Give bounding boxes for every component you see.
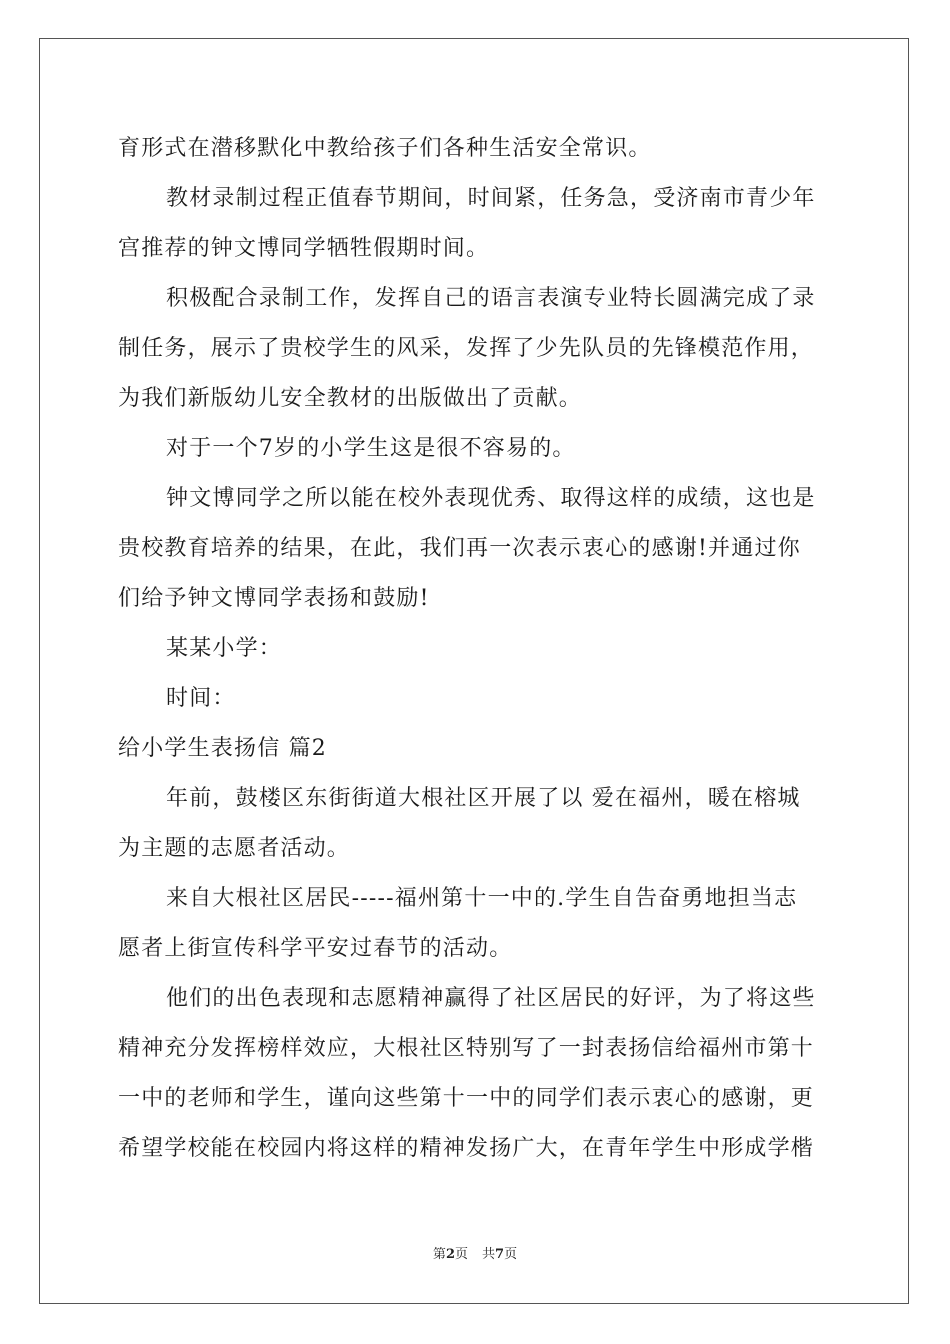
total-suffix: 页 [504, 1247, 518, 1262]
text-line: 为我们新版幼儿安全教材的出版做出了贡献。 [118, 386, 583, 411]
paragraph-start: 对于一个7岁的小学生这是很不容易的。 [166, 436, 576, 461]
section-heading: 给小学生表扬信 篇2 [118, 736, 327, 761]
page-total: 7 [495, 1247, 505, 1262]
page-current: 2 [445, 1247, 455, 1262]
total-prefix: 共 [482, 1247, 496, 1262]
text-line: 愿者上街宣传科学平安过春节的活动。 [118, 936, 513, 961]
signature-date: 时间： [166, 686, 236, 711]
page-footer [0, 1246, 950, 1264]
page-prefix: 第 [432, 1247, 446, 1262]
text-line: 一中的老师和学生，谨向这些第十一中的同学们表示衷心的感谢，更 [118, 1086, 815, 1111]
paragraph-start: 来自大根社区居民-----福州第十一中的.学生自告奋勇地担当志 [166, 886, 798, 911]
paragraph-start: 钟文博同学之所以能在校外表现优秀、取得这样的成绩，这也是 [166, 486, 816, 511]
text-line: 们给予钟文博同学表扬和鼓励! [118, 586, 430, 611]
page-suffix: 页 [454, 1247, 468, 1262]
signature-school: 某某小学： [166, 636, 283, 661]
text-line: 贵校教育培养的结果，在此，我们再一次表示衷心的感谢!并通过你 [118, 536, 801, 561]
paragraph-start: 年前，鼓楼区东街街道大根社区开展了以 爱在福州，暖在榕城 [166, 786, 801, 811]
text-line: 制任务，展示了贵校学生的风采，发挥了少先队员的先锋模范作用， [118, 336, 815, 361]
text-line: 精神充分发挥榜样效应，大根社区特别写了一封表扬信给福州市第十 [118, 1036, 815, 1061]
text-line: 为主题的志愿者活动。 [118, 836, 351, 861]
paragraph-start: 积极配合录制工作，发挥自己的语言表演专业特长圆满完成了录 [166, 286, 816, 311]
text-line: 宫推荐的钟文博同学牺牲假期时间。 [118, 236, 490, 261]
text-line: 育形式在潜移默化中教给孩子们各种生活安全常识。 [118, 136, 652, 161]
paragraph-start: 他们的出色表现和志愿精神赢得了社区居民的好评，为了将这些 [166, 986, 816, 1011]
document-body [118, 124, 834, 1174]
text-line: 希望学校能在校园内将这样的精神发扬广大，在青年学生中形成学楷 [118, 1136, 815, 1161]
paragraph-start: 教材录制过程正值春节期间，时间紧，任务急，受济南市青少年 [166, 186, 816, 211]
